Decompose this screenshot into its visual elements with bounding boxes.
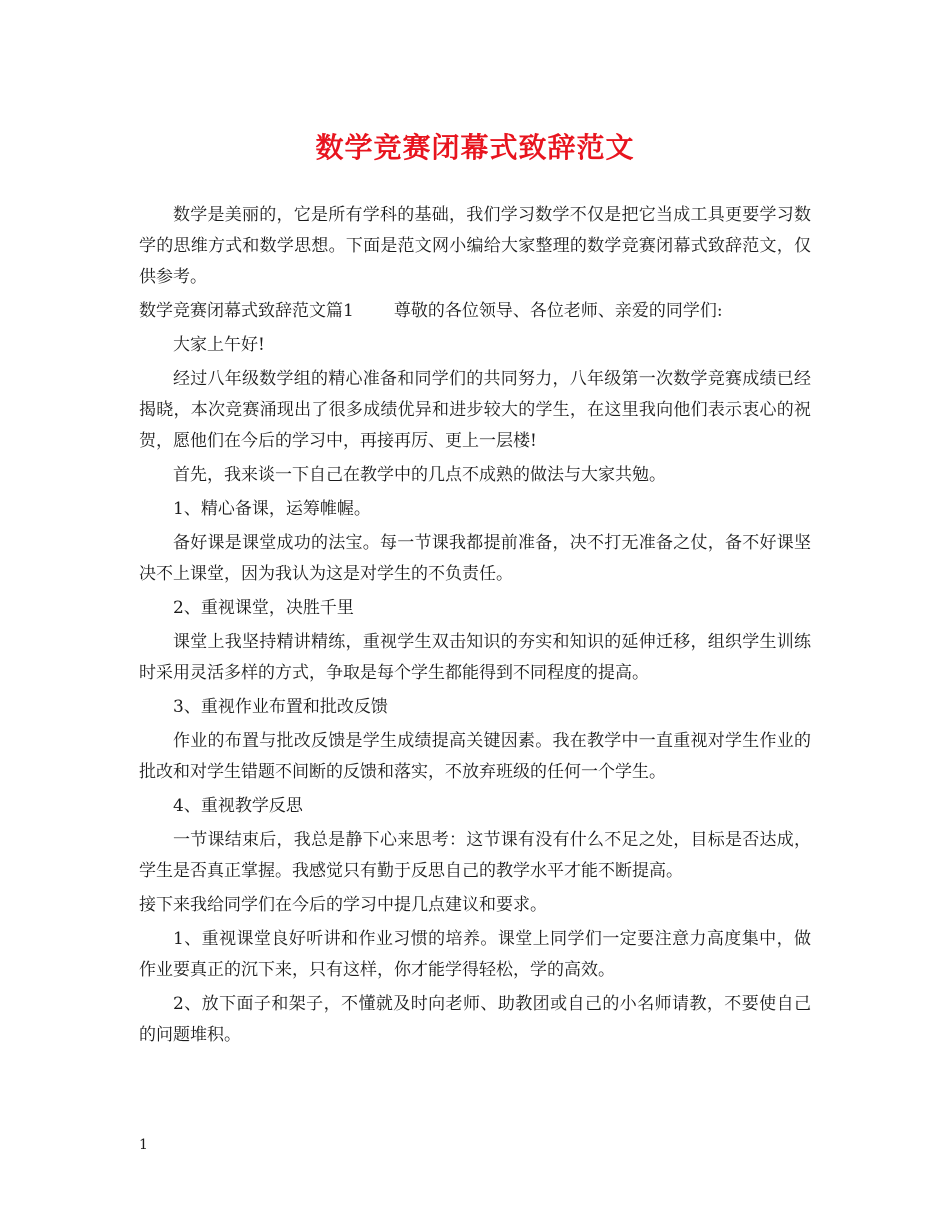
item-heading-3: 3、重视作业布置和批改反馈 [173,697,388,717]
paragraph-first: 首先，我来谈一下自己在教学中的几点不成熟的做法与大家共勉。 [173,465,666,485]
paragraph-results: 经过八年级数学组的精心准备和同学们的共同努力，八年级第一次数学竞赛成绩已经揭晓，本次竞赛涌现出了很多成绩优异和进步较大的学生，在这里我向他们表示衷心的祝贺，愿他们在今后的学习中，再接再厉、更上一层楼! [139,369,811,451]
document-body [139,200,811,1054]
paragraph-prep: 备好课是课堂成功的法宝。每一节课我都提前准备，决不打无准备之仗，备不好课坚决不上课堂，因为我认为这是对学生的不负责任。 [139,533,811,584]
section-heading: 数学竞赛闭幕式致辞范文篇1 [139,301,354,321]
suggestion-2: 2、放下面子和架子，不懂就及时向老师、助教团或自己的小名师请教，不要使自己的问题堆积。 [139,994,811,1045]
item-heading-4: 4、重视教学反思 [173,796,303,816]
suggestion-1: 1、重视课堂良好听讲和作业习惯的培养。课堂上同学们一定要注意力高度集中，做作业要真正的沉下来，只有这样，你才能学得轻松，学的高效。 [139,929,811,980]
paragraph-salutation: 大家上午好! [173,335,265,355]
paragraph-classroom: 课堂上我坚持精讲精练，重视学生双击知识的夯实和知识的延伸迁移，组织学生训练时采用灵活多样的方式，争取是每个学生都能得到不同程度的提高。 [139,632,811,683]
page-number: 1 [139,1137,148,1153]
paragraph-intro: 数学是美丽的，它是所有学科的基础，我们学习数学不仅是把它当成工具更要学习数学的思维方式和数学思想。下面是范文网小编给大家整理的数学竞赛闭幕式致辞范文，仅供参考。 [139,205,811,287]
item-heading-2: 2、重视课堂，决胜千里 [173,598,354,618]
item-heading-1: 1、精心备课，运筹帷幄。 [173,499,371,519]
document-title: 数学竞赛闭幕式致辞范文 [315,131,635,164]
paragraph-homework: 作业的布置与批改反馈是学生成绩提高关键因素。我在教学中一直重视对学生作业的批改和对学生错题不间断的反馈和落实，不放弃班级的任何一个学生。 [139,731,811,782]
section-heading-line [139,296,811,327]
paragraph-reflection: 一节课结束后，我总是静下心来思考：这节课有没有什么不足之处，目标是否达成，学生是否真正掌握。我感觉只有勤于反思自己的教学水平才能不断提高。 [139,830,811,881]
greeting: 尊敬的各位领导、各位老师、亲爱的同学们: [393,301,723,321]
paragraph-next: 接下来我给同学们在今后的学习中提几点建议和要求。 [139,895,547,915]
